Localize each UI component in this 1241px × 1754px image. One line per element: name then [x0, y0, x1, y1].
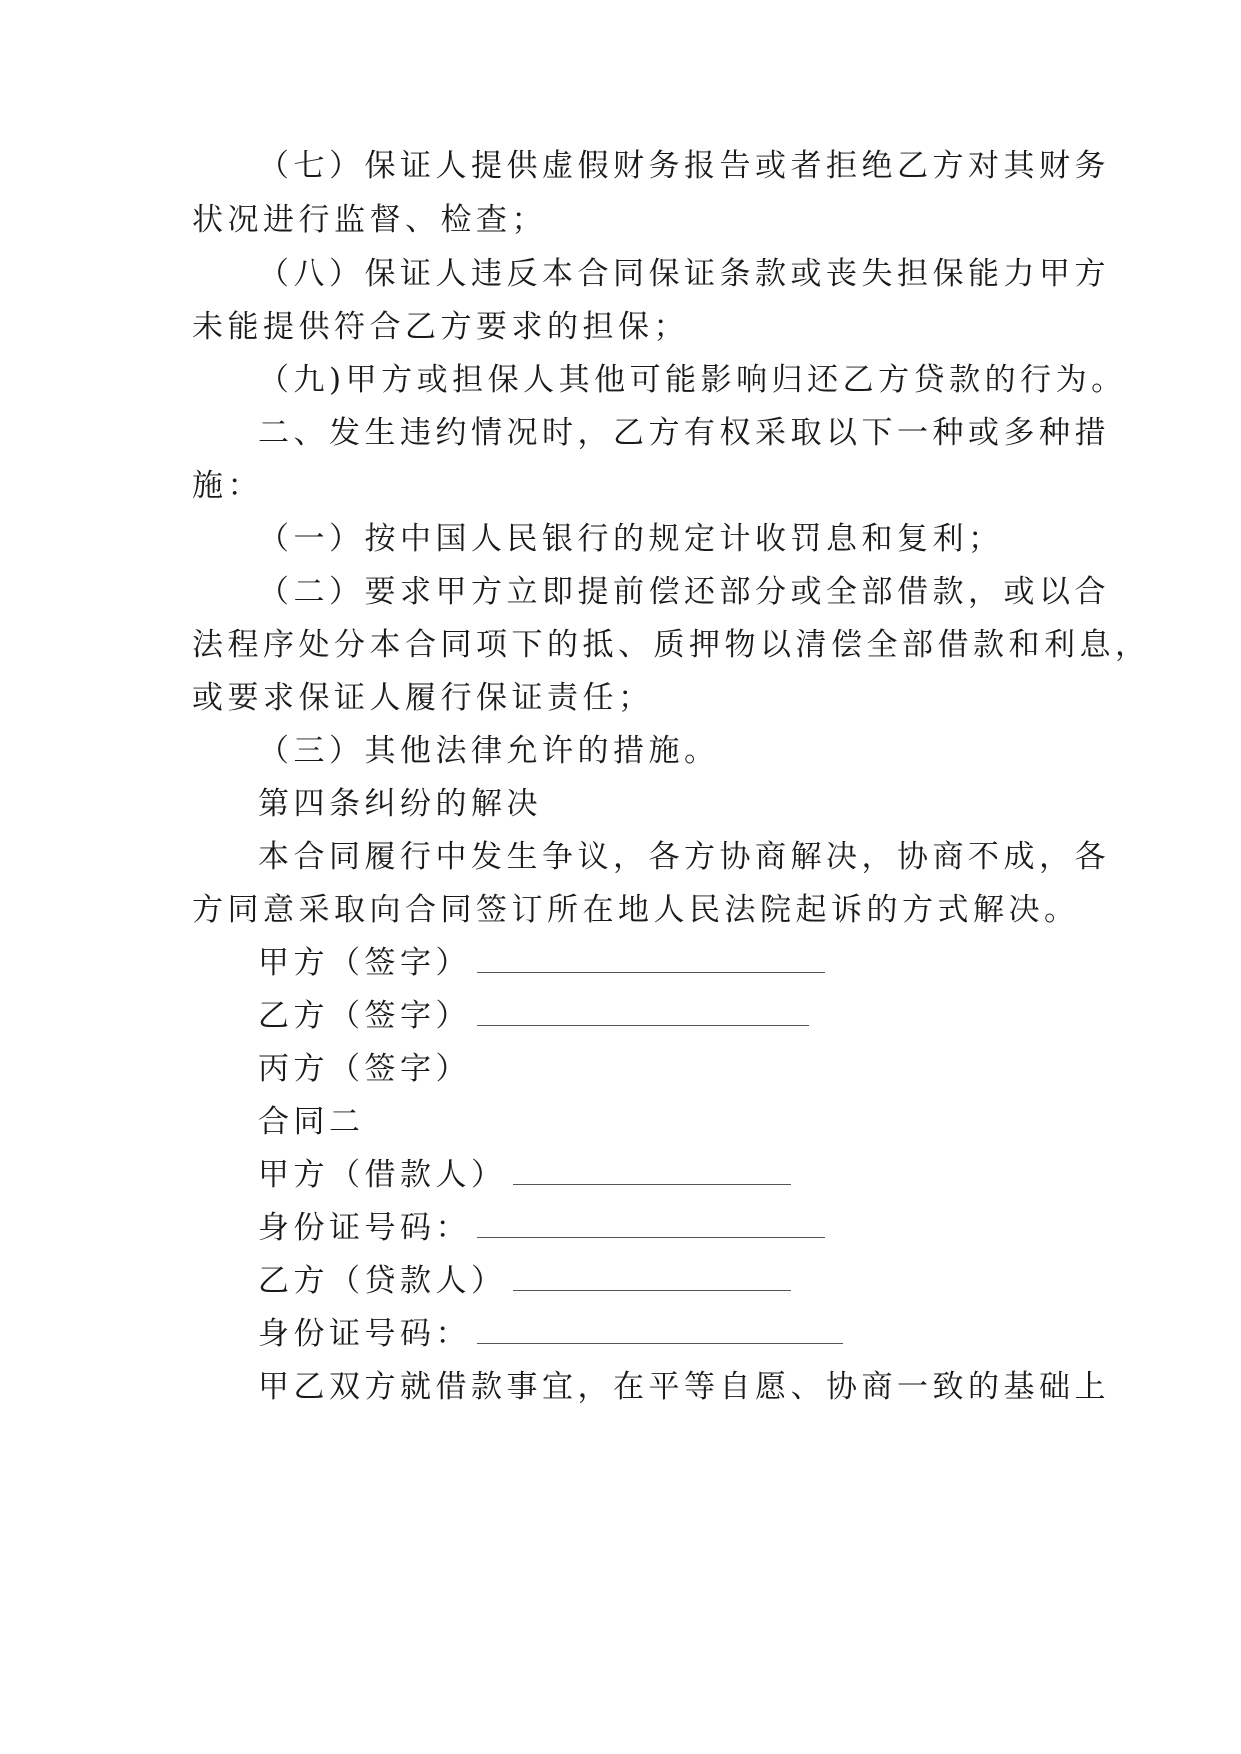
- lender-id-blank: [477, 1319, 843, 1344]
- clause-7-line-1: （七）保证人提供虚假财务报告或者拒绝乙方对其财务: [258, 148, 1110, 184]
- borrower-id-line: [258, 1208, 825, 1248]
- borrower-blank: [513, 1160, 791, 1185]
- measure-1-line: （一）按中国人民银行的规定计收罚息和复利；: [258, 521, 1004, 557]
- borrower-id-blank: [477, 1213, 825, 1238]
- party-a-signature-blank: [477, 948, 825, 973]
- contract-two-opening: 甲乙双方就借款事宜，在平等自愿、协商一致的基础上: [258, 1369, 1110, 1405]
- lender-line: [258, 1261, 791, 1301]
- article-4-body-line-1: 本合同履行中发生争议，各方协商解决，协商不成，各: [258, 839, 1110, 875]
- measure-2-line-3: 或要求保证人履行保证责任；: [192, 680, 654, 716]
- measure-2-line-1: （二）要求甲方立即提前偿还部分或全部借款，或以合: [258, 574, 1110, 610]
- lender-blank: [513, 1266, 791, 1291]
- contract-two-heading: 合同二: [258, 1104, 365, 1140]
- party-c-signature-line: [258, 1049, 471, 1089]
- party-a-signature-line: [258, 943, 825, 983]
- section-2-line-2: 施：: [192, 468, 263, 504]
- clause-8-line-1: （八）保证人违反本合同保证条款或丧失担保能力甲方: [258, 256, 1110, 292]
- clause-9-line: （九)甲方或担保人其他可能影响归还乙方贷款的行为。: [258, 362, 1127, 398]
- borrower-line: [258, 1155, 791, 1195]
- measure-2-line-2: 法程序处分本合同项下的抵、质押物以清偿全部借款和利息，: [192, 627, 1151, 663]
- clause-8-line-2: 未能提供符合乙方要求的担保；: [192, 309, 689, 345]
- article-4-body-line-2: 方同意采取向合同签订所在地人民法院起诉的方式解决。: [192, 892, 1080, 928]
- lender-id-label: 身份证号码：: [258, 1316, 471, 1352]
- borrower-label: 甲方（借款人）: [258, 1157, 507, 1193]
- party-a-signature-label: 甲方（签字）: [258, 945, 471, 981]
- clause-7-line-2: 状况进行监督、检查；: [192, 202, 547, 238]
- lender-id-line: [258, 1314, 843, 1354]
- party-b-signature-line: [258, 996, 809, 1036]
- party-b-signature-label: 乙方（签字）: [258, 998, 471, 1034]
- section-2-line-1: 二、发生违约情况时，乙方有权采取以下一种或多种措: [258, 415, 1110, 451]
- lender-label: 乙方（贷款人）: [258, 1263, 507, 1299]
- party-b-signature-blank: [477, 1001, 809, 1026]
- borrower-id-label: 身份证号码：: [258, 1210, 471, 1246]
- party-c-signature-label: 丙方（签字）: [258, 1051, 471, 1087]
- article-4-heading: 第四条纠纷的解决: [258, 786, 542, 822]
- measure-3-line: （三）其他法律允许的措施。: [258, 733, 720, 769]
